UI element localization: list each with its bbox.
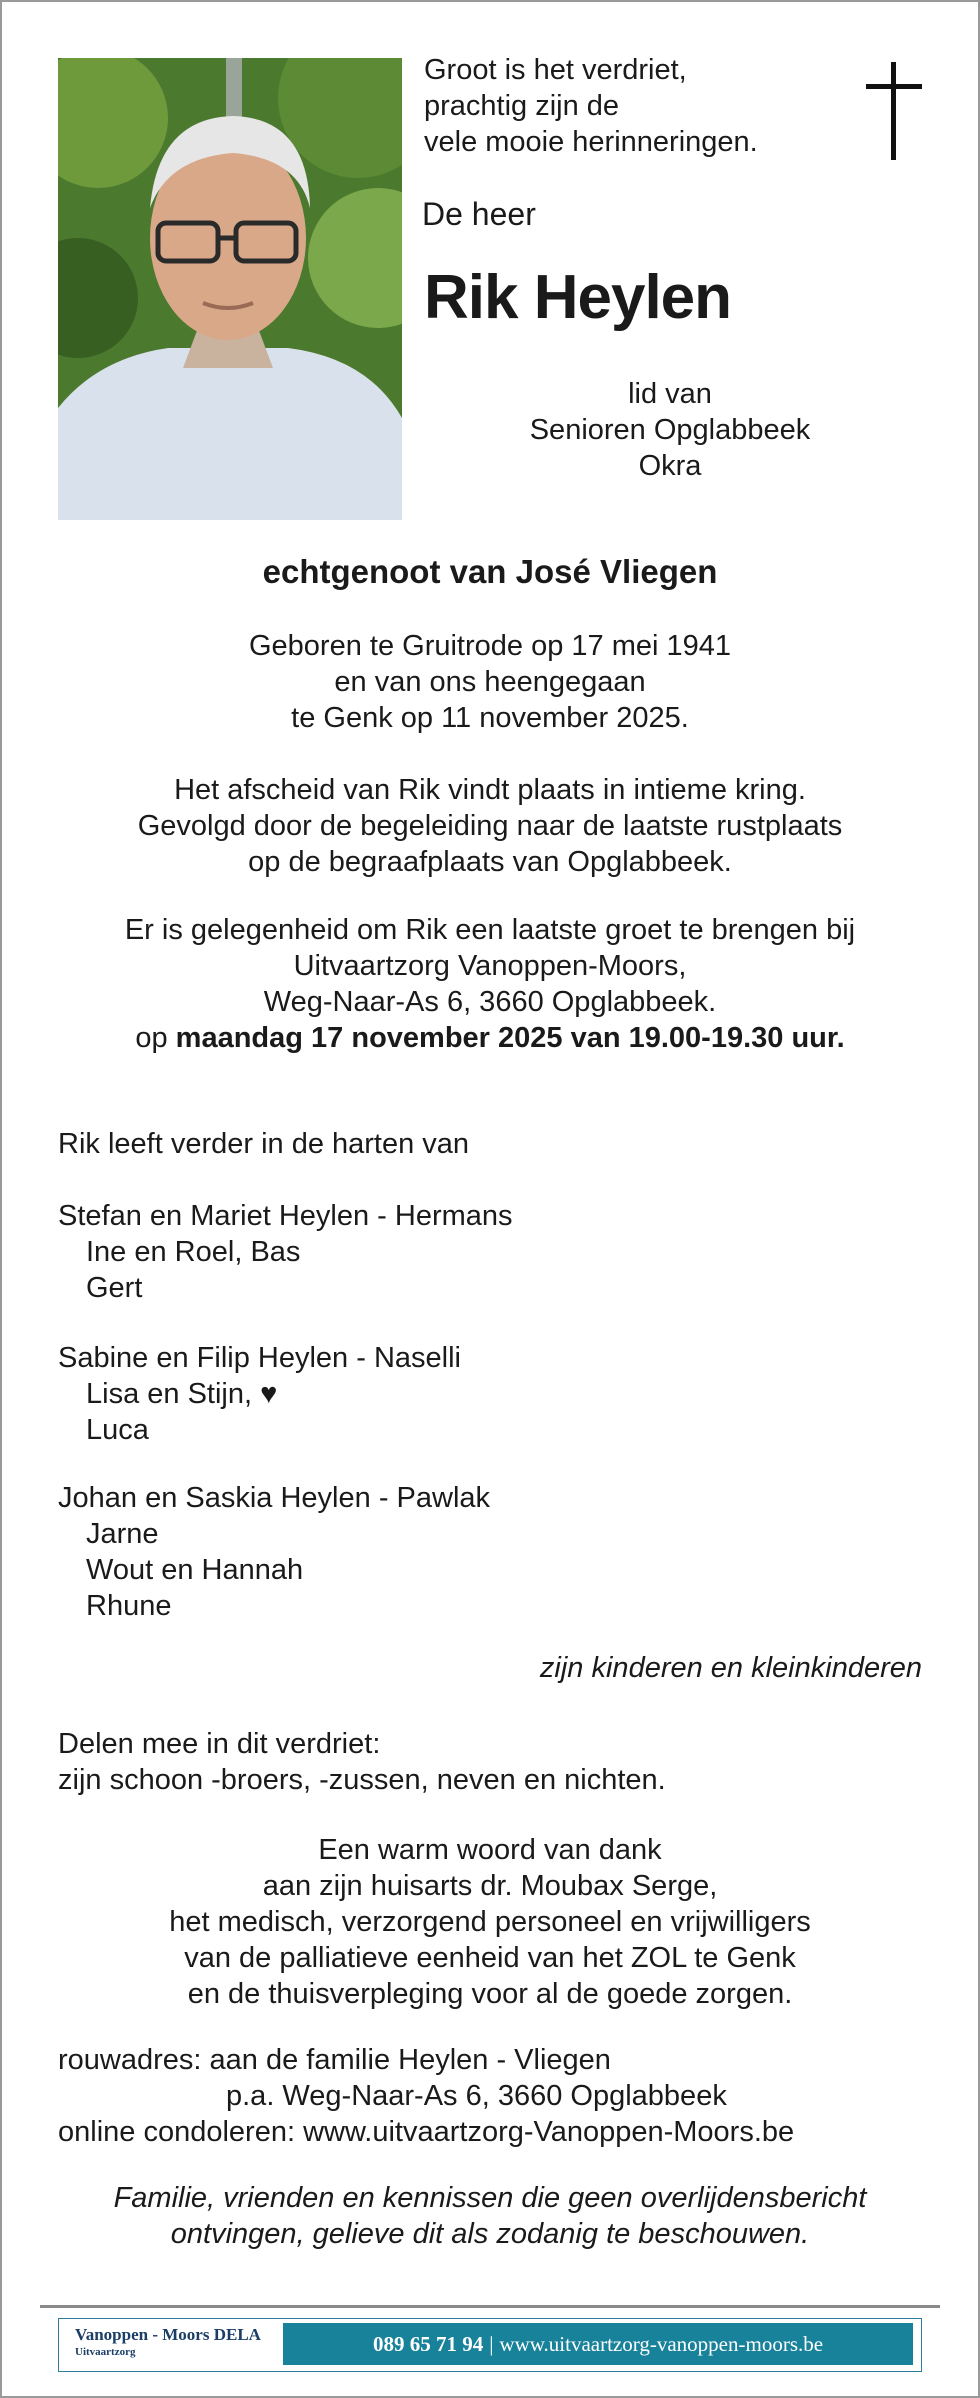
poem bbox=[424, 52, 758, 160]
info-line: op de begraafplaats van Opglabbeek. bbox=[248, 846, 732, 878]
thanks-line: aan zijn huisarts dr. Moubax Serge, bbox=[262, 1870, 718, 1902]
spouse-line: echtgenoot van José Vliegen bbox=[262, 553, 718, 590]
info-line: en van ons heengegaan bbox=[334, 666, 646, 698]
address-line: rouwadres: aan de familie Heylen - Vliegen bbox=[58, 2044, 611, 2076]
lives-on-line: Rik leeft verder in de harten van bbox=[58, 1128, 470, 1160]
info-line: Het afscheid van Rik vindt plaats in intieme kring. bbox=[174, 774, 806, 806]
footer-divider bbox=[40, 2305, 940, 2308]
family-parents: Stefan en Mariet Heylen - Hermans bbox=[58, 1200, 513, 1232]
portrait-photo bbox=[58, 58, 402, 520]
poem-line: prachtig zijn de bbox=[424, 90, 620, 122]
family-child: Jarne bbox=[86, 1518, 159, 1550]
phone-number[interactable]: 089 65 71 94 bbox=[372, 2331, 484, 2356]
info-line: te Genk op 11 november 2025. bbox=[291, 702, 689, 734]
visitation-prefix: op bbox=[135, 1022, 168, 1054]
contact-separator: | bbox=[489, 2331, 494, 2356]
share-grief bbox=[58, 1726, 666, 1798]
info-line: Er is gelegenheid om Rik een laatste groet te brengen bij bbox=[124, 914, 856, 946]
thanks-block bbox=[0, 1832, 980, 2012]
thanks-line: en de thuisverpleging voor al de goede zorgen. bbox=[187, 1978, 793, 2010]
info-line: Weg-Naar-As 6, 3660 Opglabbeek. bbox=[263, 986, 717, 1018]
info-line: Gevolgd door de begeleiding naar de laatste rustplaats bbox=[137, 810, 843, 842]
closing-line: ontvingen, gelieve dit als zodanig te beschouwen. bbox=[170, 2218, 810, 2250]
family-child: Rhune bbox=[86, 1590, 172, 1622]
website-link[interactable]: www.uitvaartzorg-vanoppen-moors.be bbox=[499, 2331, 824, 2356]
family-parents: Sabine en Filip Heylen - Naselli bbox=[58, 1342, 461, 1374]
info-line: Geboren te Gruitrode op 17 mei 1941 bbox=[248, 630, 732, 662]
thanks-line: het medisch, verzorgend personeel en vrijwilligers bbox=[169, 1906, 811, 1938]
poem-line: Groot is het verdriet, bbox=[424, 54, 687, 86]
family-parents: Johan en Saskia Heylen - Pawlak bbox=[58, 1482, 491, 1514]
family-child: Gert bbox=[86, 1272, 143, 1304]
visitation-info bbox=[0, 912, 980, 1056]
birth-death-info bbox=[0, 628, 980, 736]
family-child: Luca bbox=[86, 1414, 149, 1446]
share-line: Delen mee in dit verdriet: bbox=[58, 1728, 381, 1760]
deceased-name: Rik Heylen bbox=[424, 263, 732, 332]
family-group bbox=[58, 1340, 461, 1448]
poem-line: vele mooie herinneringen. bbox=[424, 126, 758, 158]
cross-icon bbox=[866, 62, 922, 160]
logo-name: Vanoppen - Moors DELA bbox=[75, 2325, 261, 2344]
membership-line: Okra bbox=[638, 450, 702, 482]
closing-note bbox=[0, 2180, 980, 2252]
contact-bar bbox=[283, 2323, 913, 2365]
membership bbox=[470, 376, 870, 484]
visitation-date: maandag 17 november 2025 van 19.00-19.30 uur. bbox=[175, 1022, 845, 1054]
closing-line: Familie, vrienden en kennissen die geen overlijdensbericht bbox=[113, 2182, 867, 2214]
membership-line: Senioren Opglabbeek bbox=[529, 414, 811, 446]
family-group bbox=[58, 1480, 490, 1624]
address-line: p.a. Weg-Naar-As 6, 3660 Opglabbeek bbox=[226, 2080, 727, 2112]
family-child: Lisa en Stijn, ♥ bbox=[86, 1378, 278, 1410]
signature-line: zijn kinderen en kleinkinderen bbox=[539, 1652, 922, 1684]
thanks-line: Een warm woord van dank bbox=[318, 1834, 662, 1866]
membership-line: lid van bbox=[628, 378, 712, 410]
title-prefix: De heer bbox=[422, 196, 536, 232]
share-line: zijn schoon -broers, -zussen, neven en nichten. bbox=[58, 1764, 666, 1796]
logo-subtitle: Uitvaartzorg bbox=[75, 2346, 136, 2358]
thanks-line: van de palliatieve eenheid van het ZOL te Genk bbox=[184, 1942, 796, 1974]
family-group bbox=[58, 1198, 513, 1306]
family-child: Ine en Roel, Bas bbox=[86, 1236, 301, 1268]
funeral-home-footer bbox=[58, 2318, 922, 2372]
condolence-line: online condoleren: www.uitvaartzorg-Vanoppen-Moors.be bbox=[58, 2116, 795, 2148]
family-child: Wout en Hannah bbox=[86, 1554, 304, 1586]
visitation-date-line bbox=[0, 1020, 980, 1056]
farewell-info bbox=[0, 772, 980, 880]
info-line: Uitvaartzorg Vanoppen-Moors, bbox=[293, 950, 687, 982]
mourning-address bbox=[58, 2042, 794, 2150]
funeral-home-logo bbox=[75, 2325, 261, 2358]
